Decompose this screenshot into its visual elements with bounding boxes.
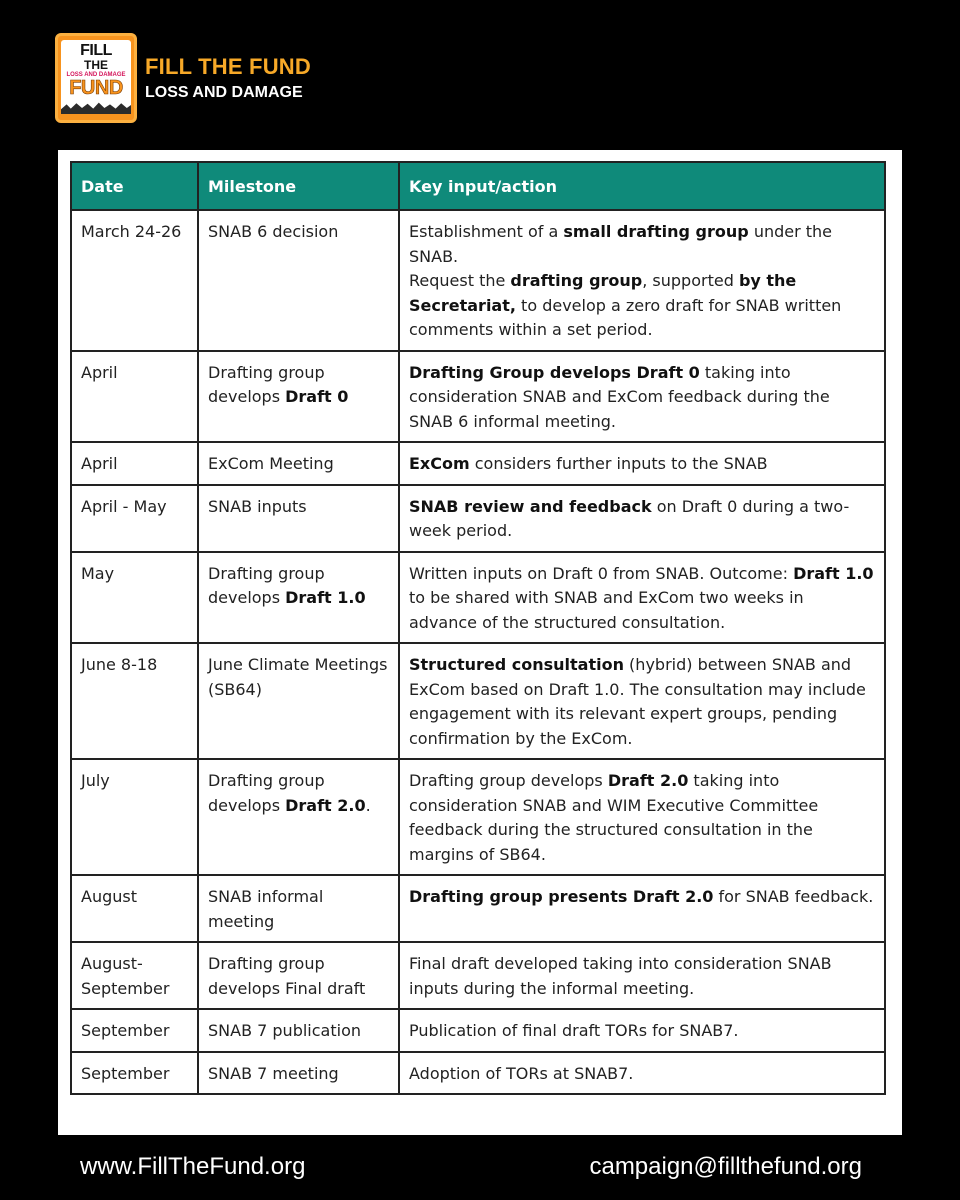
cell-date: March 24-26 xyxy=(71,210,198,351)
cell-text: considers further inputs to the SNAB xyxy=(469,454,768,473)
table-row xyxy=(71,552,885,644)
cell-date: August xyxy=(71,875,198,942)
cell-date: April - May xyxy=(71,485,198,552)
cell-text: taking into consideration SNAB and ExCom feedback during the SNAB 6 informal meeting. xyxy=(409,362,830,431)
bold-text: Draft 0 xyxy=(285,387,349,406)
email-link[interactable]: campaign@fillthefund.org xyxy=(589,1153,862,1180)
cell-text: ExCom Meeting xyxy=(208,454,334,473)
header-date: Date xyxy=(71,162,198,210)
cell-key-input xyxy=(399,485,885,552)
bold-text: SNAB review and feedback xyxy=(409,496,652,516)
cell-text: Drafting group develops xyxy=(208,563,325,607)
cell-text: on Draft 0 during a two-week period. xyxy=(409,496,850,540)
bold-text: drafting group xyxy=(510,271,643,290)
timeline-card xyxy=(58,150,902,1135)
cell-date: September xyxy=(71,1052,198,1095)
cell-milestone xyxy=(198,210,399,351)
cell-date: May xyxy=(71,552,198,644)
cell-date: July xyxy=(71,759,198,875)
cell-date: June 8-18 xyxy=(71,643,198,759)
cell-milestone xyxy=(198,1052,399,1095)
cell-text: SNAB 7 meeting xyxy=(208,1063,339,1083)
cell-key-input xyxy=(399,942,885,1009)
bold-text: by the Secretariat, xyxy=(409,271,797,315)
cell-text: (hybrid) between SNAB and ExCom based on Draft 1.0. The consultation may include engagement with its relevant expert groups, pending confirmation by the ExCom. xyxy=(409,655,866,748)
cell-milestone xyxy=(198,1009,399,1052)
cell-milestone xyxy=(198,485,399,552)
cell-text: Drafting group develops xyxy=(208,362,325,406)
cell-text: June Climate Meetings (SB64) xyxy=(208,655,388,699)
logo-text-fill: FILL xyxy=(80,42,112,59)
bold-text: Drafting group presents Draft 2.0 xyxy=(409,887,714,906)
cell-milestone xyxy=(198,552,399,644)
table-row xyxy=(71,1009,885,1052)
bold-text: Draft 2.0 xyxy=(285,795,366,815)
table-row xyxy=(71,442,885,485)
cell-date: April xyxy=(71,351,198,443)
table-row xyxy=(71,875,885,942)
table-row xyxy=(71,942,885,1009)
cell-text: Drafting group develops Final draft xyxy=(208,954,366,998)
table-row xyxy=(71,759,885,875)
cell-key-input xyxy=(399,875,885,942)
cell-milestone xyxy=(198,351,399,443)
cell-milestone xyxy=(198,875,399,942)
cell-text: SNAB informal meeting xyxy=(208,887,324,931)
logo xyxy=(55,33,137,123)
milestone-table xyxy=(70,161,886,1095)
cell-date: September xyxy=(71,1009,198,1052)
bold-text: Drafting Group develops Draft 0 xyxy=(409,362,700,382)
cell-text: Drafting group develops xyxy=(409,771,608,790)
cell-text: Publication of final draft TORs for SNAB7. xyxy=(409,1021,739,1040)
cell-text: to develop a zero draft for SNAB written comments within a set period. xyxy=(409,295,842,339)
table-row xyxy=(71,643,885,759)
cell-text: under the SNAB. xyxy=(409,222,833,266)
table-row xyxy=(71,1052,885,1095)
cell-key-input xyxy=(399,643,885,759)
cell-text: Adoption of TORs at SNAB7. xyxy=(409,1063,634,1083)
cell-date: August-September xyxy=(71,942,198,1009)
logo-text-the: THE xyxy=(84,58,108,72)
cell-key-input xyxy=(399,1009,885,1052)
bold-text: Draft 2.0 xyxy=(607,771,689,790)
bold-text: small drafting group xyxy=(563,222,749,241)
cell-key-input xyxy=(399,1052,885,1095)
cell-milestone xyxy=(198,759,399,875)
bold-text: Draft 1.0 xyxy=(793,563,874,583)
cell-text: SNAB 6 decision xyxy=(208,222,339,241)
cell-key-input xyxy=(399,351,885,443)
table-row xyxy=(71,210,885,351)
cell-text: for SNAB feedback. xyxy=(713,887,874,906)
crowd-silhouette-icon xyxy=(61,102,131,114)
cell-text: Establishment of a xyxy=(409,222,564,241)
cell-text: . xyxy=(365,795,371,815)
cell-milestone xyxy=(198,942,399,1009)
cell-text: Request the xyxy=(409,271,511,290)
cell-milestone xyxy=(198,643,399,759)
cell-text: , supported xyxy=(642,271,739,290)
cell-text: Written inputs on Draft 0 from SNAB. Outcome: xyxy=(409,563,794,583)
cell-key-input xyxy=(399,759,885,875)
cell-text: SNAB inputs xyxy=(208,496,307,516)
table-row xyxy=(71,351,885,443)
logo-text-fund: FUND xyxy=(69,77,123,99)
cell-text: taking into consideration SNAB and WIM Executive Committee feedback during the structured consultation in the margins of SB64. xyxy=(409,771,819,864)
cell-date: April xyxy=(71,442,198,485)
bold-text: ExCom xyxy=(409,454,470,473)
brand-title: FILL THE FUND xyxy=(145,54,311,79)
bold-text: Structured consultation xyxy=(409,655,624,674)
header-key-input: Key input/action xyxy=(399,162,885,210)
bold-text: Draft 1.0 xyxy=(285,588,366,607)
cell-text: Final draft developed taking into consideration SNAB inputs during the informal meeting. xyxy=(409,954,832,998)
table-row xyxy=(71,485,885,552)
header-milestone: Milestone xyxy=(198,162,399,210)
cell-text: to be shared with SNAB and ExCom two weeks in advance of the structured consultation. xyxy=(409,588,804,632)
cell-key-input xyxy=(399,442,885,485)
logo-badge xyxy=(61,40,131,114)
cell-key-input xyxy=(399,210,885,351)
cell-key-input xyxy=(399,552,885,644)
cell-text: SNAB 7 publication xyxy=(208,1021,361,1040)
website-link[interactable]: www.FillTheFund.org xyxy=(80,1153,306,1180)
logo-text-loss-and-damage: LOSS AND DAMAGE xyxy=(66,72,126,78)
table-header-row xyxy=(71,162,885,210)
cell-text: Drafting group develops xyxy=(208,771,325,815)
brand-subtitle: LOSS AND DAMAGE xyxy=(145,84,303,101)
cell-milestone xyxy=(198,442,399,485)
